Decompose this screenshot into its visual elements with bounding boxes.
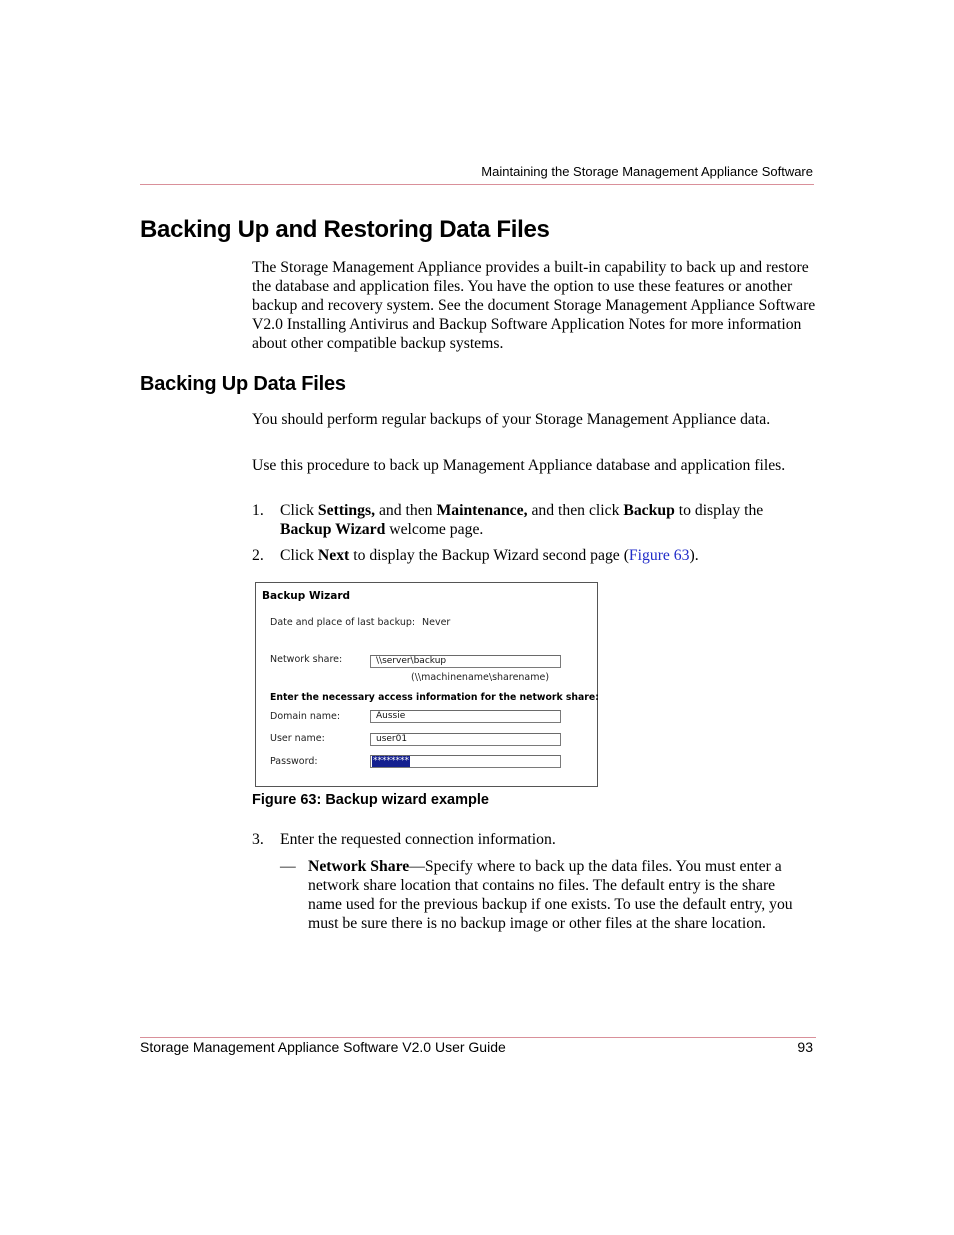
wizard-title: Backup Wizard bbox=[262, 590, 351, 602]
backup-paragraph-1: You should perform regular backups of your Storage Management Appliance data. bbox=[252, 411, 771, 428]
domain-name-label: Domain name: bbox=[270, 711, 341, 722]
step-number: 3. bbox=[252, 831, 264, 848]
step-number: 1. bbox=[252, 502, 264, 519]
step-text: Click Settings, and then Maintenance, and then click Backup to display the Backup Wizard welcome page. bbox=[280, 502, 764, 538]
access-info-heading: Enter the necessary access information for the network share: bbox=[270, 692, 599, 703]
running-header: Maintaining the Storage Management Appliance Software bbox=[481, 164, 813, 179]
network-share-input[interactable]: \\server\backup bbox=[370, 655, 561, 668]
intro-paragraph: The Storage Management Appliance provides a built-in capability to back up and restore the database and application files. You have the option to use these features or another backup and recovery system. See the document Storage Management Appliance Software V2.0 Installing Antivirus and Backup Software Application Notes for more information about other compatible backup systems. bbox=[252, 259, 816, 352]
network-share-term: Network Share bbox=[308, 858, 410, 875]
user-name-input[interactable]: user01 bbox=[370, 733, 561, 746]
step-text: Enter the requested connection information. bbox=[280, 831, 556, 848]
last-backup-value: Never bbox=[422, 617, 451, 628]
subsection-title: Backing Up Data Files bbox=[140, 373, 346, 395]
backup-wizard-term: Backup Wizard bbox=[280, 521, 386, 538]
backup-term: Backup bbox=[623, 502, 675, 519]
footer-guide-title: Storage Management Appliance Software V2.0 User Guide bbox=[140, 1039, 506, 1055]
backup-wizard-figure bbox=[255, 582, 598, 787]
step-text: Click Next to display the Backup Wizard second page (Figure 63). bbox=[280, 547, 699, 564]
figure-63-link[interactable]: Figure 63 bbox=[628, 547, 690, 564]
section-title: Backing Up and Restoring Data Files bbox=[140, 216, 550, 243]
step-number: 2. bbox=[252, 547, 264, 564]
user-name-label: User name: bbox=[270, 733, 325, 744]
password-value: ******** bbox=[373, 756, 409, 766]
network-share-hint: (\\machinename\sharename) bbox=[411, 672, 550, 683]
domain-name-input[interactable]: Aussie bbox=[370, 710, 561, 723]
bullet-text: Network Share—Specify where to back up the data files. You must enter a network share location that contains no files. The default entry is the share name used for the previous backup if one exists. To use the default entry, you must be sure there is no backup image or other files at the share location. bbox=[308, 858, 793, 932]
password-label: Password: bbox=[270, 756, 318, 767]
bullet-dash: — bbox=[280, 858, 296, 875]
backup-paragraph-2: Use this procedure to back up Management Appliance database and application files. bbox=[252, 457, 786, 474]
settings-term: Settings, bbox=[317, 502, 376, 519]
maintenance-term: Maintenance, bbox=[436, 502, 528, 519]
password-input[interactable] bbox=[370, 755, 561, 768]
page-number: 93 bbox=[797, 1039, 813, 1055]
next-term: Next bbox=[317, 547, 350, 564]
figure-caption: Figure 63: Backup wizard example bbox=[252, 792, 489, 808]
last-backup-label: Date and place of last backup: bbox=[270, 617, 416, 628]
header-rule bbox=[140, 184, 814, 185]
footer-rule bbox=[140, 1037, 816, 1038]
network-share-label: Network share: bbox=[270, 654, 343, 665]
